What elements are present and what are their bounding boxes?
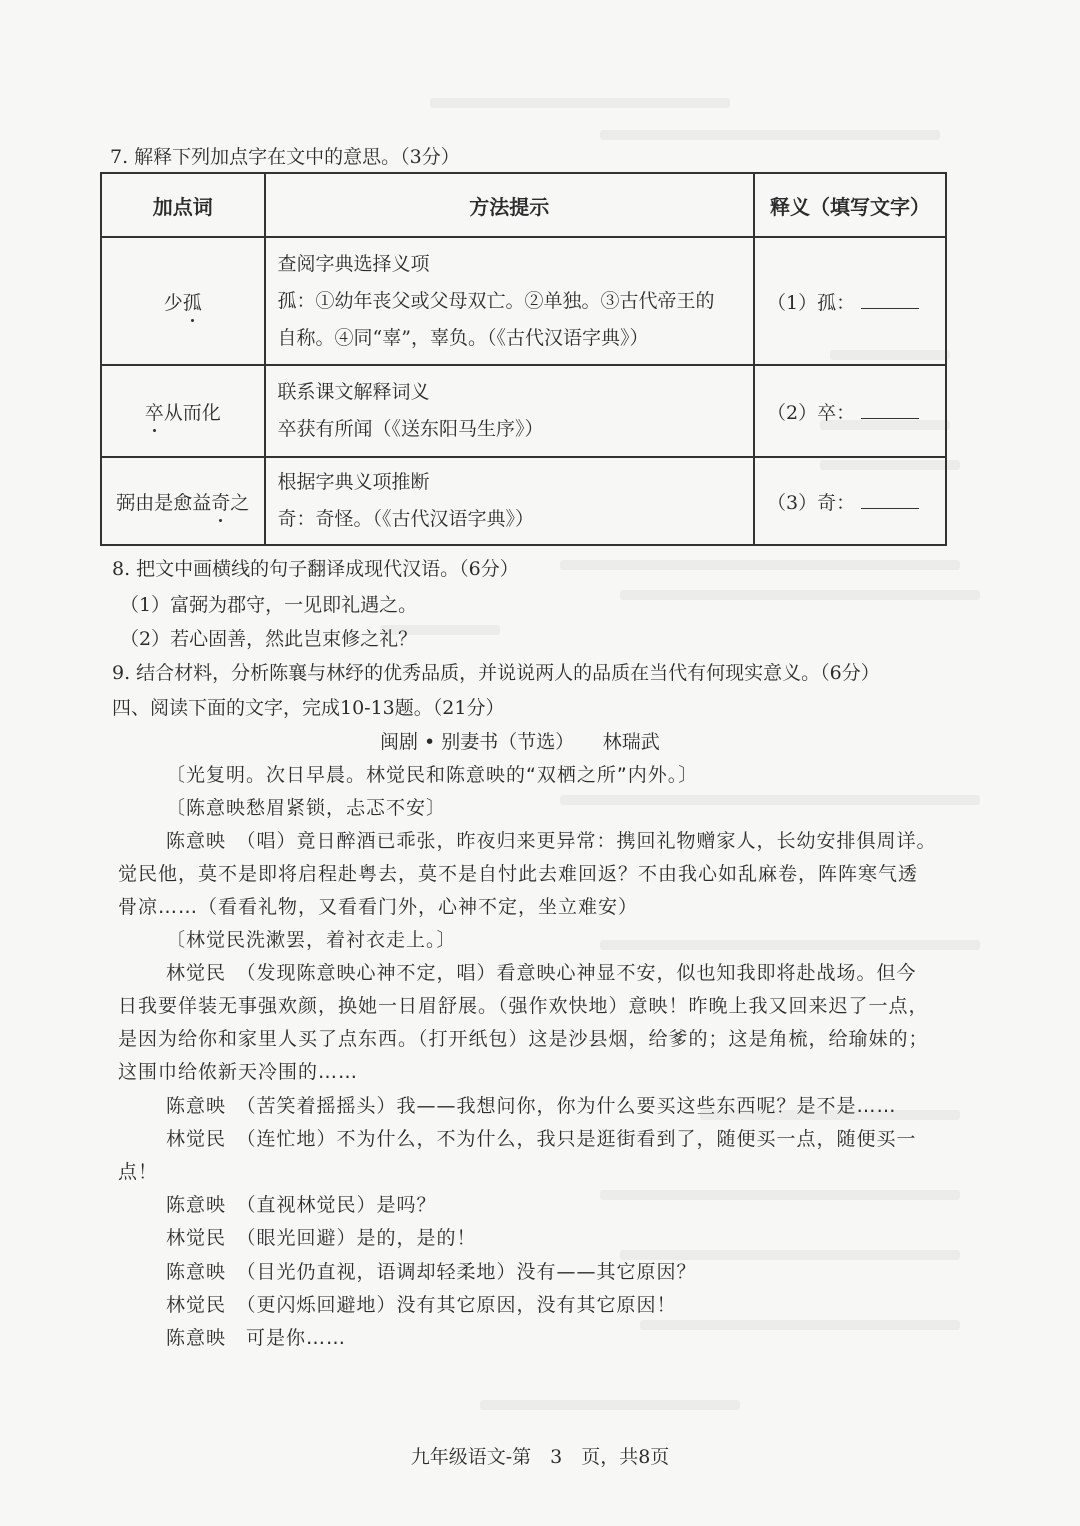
answer-blank-1[interactable] xyxy=(861,307,919,309)
answer-blank-3[interactable] xyxy=(861,507,919,509)
vocab-table xyxy=(100,172,947,546)
row3-answer: （3）奇： xyxy=(754,457,946,545)
section-4-title: 四、阅读下面的文字，完成10-13题。（21分） xyxy=(112,697,505,719)
exam-page: 7. 解释下列加点字在文中的意思。（3分） 加点词 方法提示 释义（填写文字） 少孤 查阅字典选择义项 孤：①幼年丧父或父母双亡。②单独。③古代帝王的 自称。④同“辜”，辜负。（《古代汉语字典》） （1）孤： 卒从而化 联系课文解释词义 卒获有所闻（《送东阳马生序》） （2）卒： 弼由是愈益奇之 根据字典义项推断 奇：奇怪。（《古代汉语字典》） （3）奇： 8. 把文中画横线的句子翻译成现代汉语。（6分） （1）富弼为郡守，一见即礼遇之。 （2）若心固善，然此岂束修之礼？ 9. 结合材料，分析陈襄与林纾的优秀品质，并说说两人的品质在当代有何现实意义。（6分） 四、阅读下面的文字，完成10-13题。（21分） 闽剧 • 别妻书（节选） 林瑞武 〔光复明。次日早晨。林觉民和陈意映的“双栖之所”内外。〕 〔陈意映愁眉紧锁，忐忑不安〕 陈意映 （唱）竟日醉酒已乖张，昨夜归来更异常：携回礼物赠家人，长幼安排俱周详。 觉民他，莫不是即将启程赴粤去，莫不是自忖此去难回返？不由我心如乱麻卷，阵阵寒气透 骨凉……（看看礼物，又看看门外，心神不定，坐立难安） 〔林觉民洗漱罢，着衬衣走上。〕 林觉民 （发现陈意映心神不定，唱）看意映心神显不安，似也知我即将赴战场。但今 日我要佯装无事强欢颜，换她一日眉舒展。（强作欢快地）意映！昨晚上我又回来迟了一点， 是因为给你和家里人买了点东西。（打开纸包）这是沙县烟，给爹的；这是角梳，给瑜妹的； 这围巾给侬新天冷围的…… 陈意映 （苦笑着摇摇头）我——我想问你，你为什么要买这些东西呢？是不是…… 林觉民 （连忙地）不为什么，不为什么，我只是逛街看到了，随便买一点，随便买一 点！ 陈意映 （直视林觉民）是吗？ 林觉民 （眼光回避）是的，是的！ 陈意映 （目光仍直视，语调却轻柔地）没有——其它原因？ 林觉民 （更闪烁回避地）没有其它原因，没有其它原因！ 陈意映 可是你…… 九年级语文-第 3 页，共8页 xyxy=(0,0,1080,1526)
table-row xyxy=(101,365,946,457)
row3-hint: 根据字典义项推断 奇：奇怪。（《古代汉语字典》） xyxy=(265,457,755,545)
row3-word: 弼由是愈益奇之 xyxy=(101,457,265,545)
q8-title: 8. 把文中画横线的句子翻译成现代汉语。（6分） xyxy=(112,558,519,580)
table-header xyxy=(101,173,946,237)
row2-word: 卒从而化 xyxy=(101,365,265,457)
header-method: 方法提示 xyxy=(265,173,755,237)
play-title: 闽剧 • 别妻书（节选） 林瑞武 xyxy=(380,731,660,753)
row1-word: 少孤 xyxy=(101,237,265,365)
table-row xyxy=(101,237,946,365)
header-meaning: 释义（填写文字） xyxy=(754,173,946,237)
answer-blank-2[interactable] xyxy=(861,417,919,419)
q7-title: 7. 解释下列加点字在文中的意思。（3分） xyxy=(110,146,460,168)
header-word: 加点词 xyxy=(101,173,265,237)
row2-hint: 联系课文解释词义 卒获有所闻（《送东阳马生序》） xyxy=(265,365,755,457)
row1-answer: （1）孤： xyxy=(754,237,946,365)
q8-item-1: （1）富弼为郡守，一见即礼遇之。 xyxy=(120,594,418,616)
q9-text: 9. 结合材料，分析陈襄与林纾的优秀品质，并说说两人的品质在当代有何现实意义。（6分） xyxy=(112,662,880,684)
q8-item-2: （2）若心固善，然此岂束修之礼？ xyxy=(120,628,418,650)
row1-hint: 查阅字典选择义项 孤：①幼年丧父或父母双亡。②单独。③古代帝王的 自称。④同“辜”，辜负。（《古代汉语字典》） xyxy=(265,237,755,365)
row2-answer: （2）卒： xyxy=(754,365,946,457)
table-row xyxy=(101,457,946,545)
page-footer: 九年级语文-第 3 页，共8页 xyxy=(410,1446,670,1468)
